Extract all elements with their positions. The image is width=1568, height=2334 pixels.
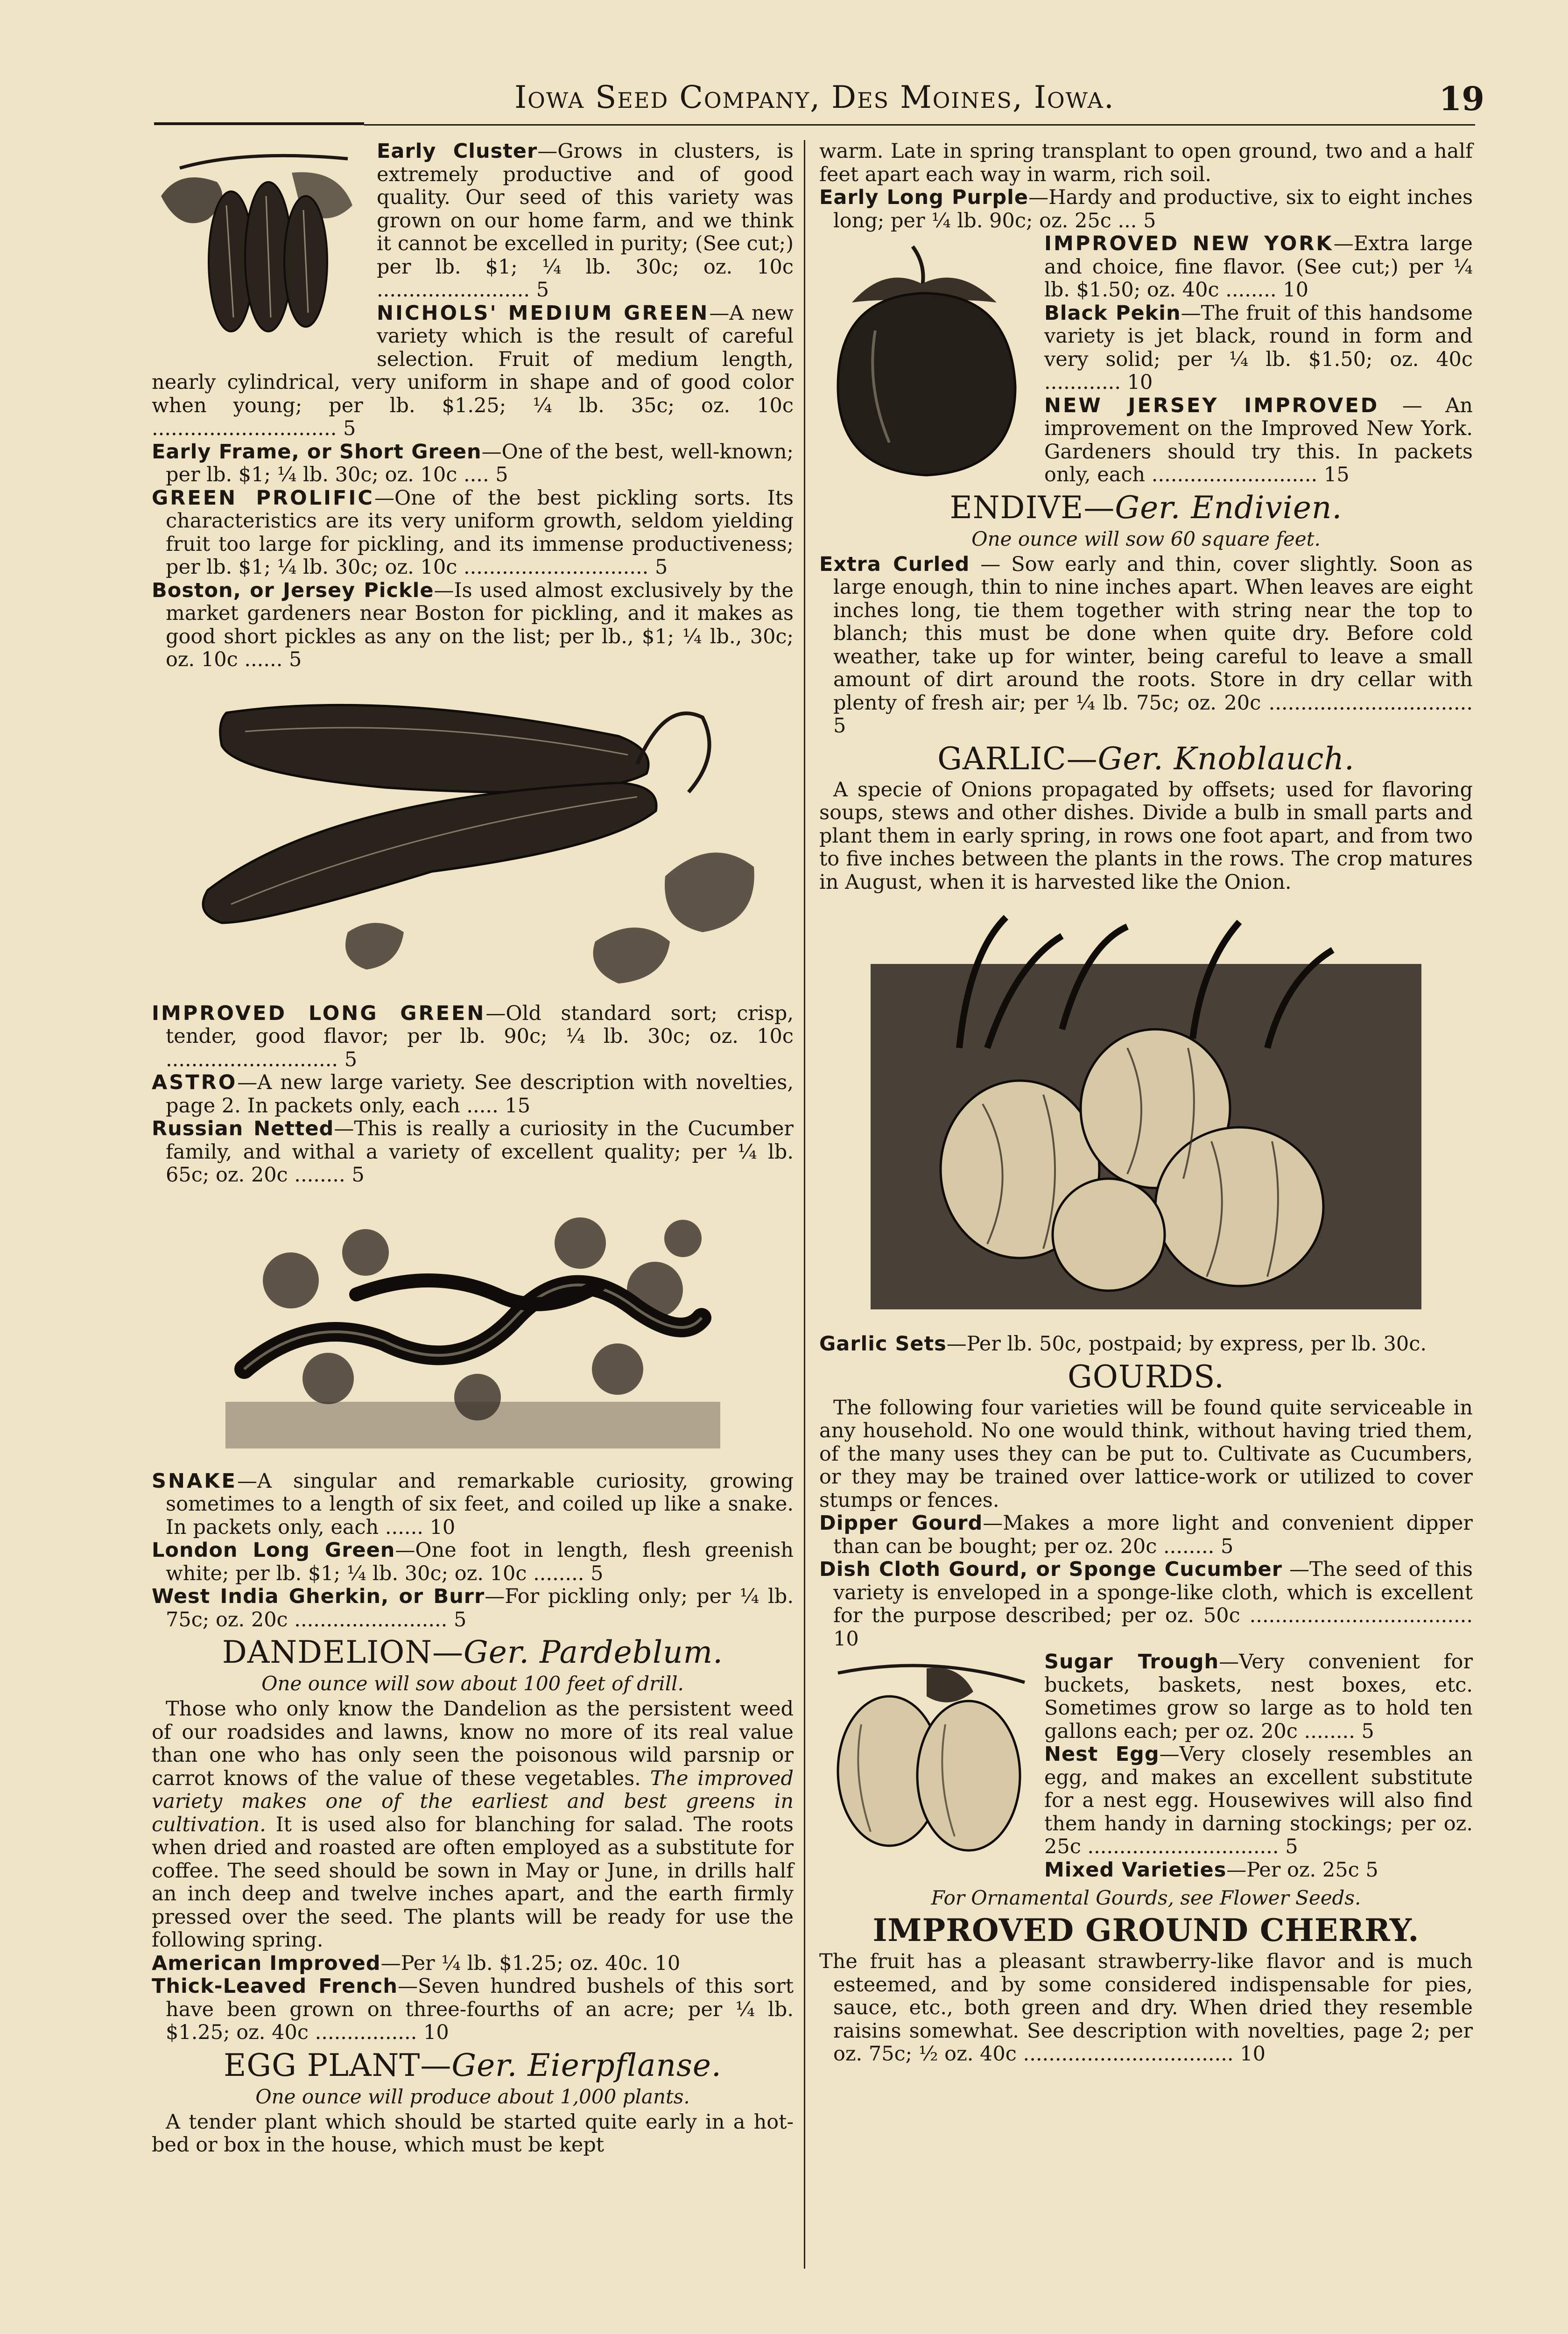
snake-cucumber-engraving [216, 1201, 730, 1462]
entry-nest-egg: Nest Egg—Very closely resembles an egg, and makes an excellent substitute for a nest egg. Housewives will also find them handy in darning stockings; per oz. 25c .............................. 5 [1044, 1743, 1473, 1858]
entry-name: Boston, or Jersey Pickle [152, 578, 434, 602]
entry-name: GREEN PROLIFIC [152, 486, 374, 510]
entry-name: Extra Curled [819, 552, 970, 576]
header-rule-thin [364, 124, 1475, 126]
entry-boston: Boston, or Jersey Pickle—Is used almost exclusively by the market gardeners near Boston for pickling, and it makes as good short pickles as any on the list; per lb., $1; ¼ lb., 30c; oz. 10c ...... 5 [152, 578, 794, 671]
gourds-description: The following four varieties will be found quite serviceable in any household. No one would think, without having tried them, of the many uses they can be put to. Cultivate as Cucumbers, or they may be trained over lattice-work or utilized to cover stumps or fences. [819, 1396, 1473, 1512]
entry-name: Thick-Leaved French [152, 1975, 398, 1998]
entry-green-prolific: GREEN PROLIFIC—One of the best pickling sorts. Its characteristics are its very uniform growth, seldom yielding fruit too large for pickling, and its immense productiveness; per lb. $1; ¼ lb. 30c; oz. 10c ............................. 5 [152, 486, 794, 579]
entry-sugar-trough: Sugar Trough—Very convenient for buckets, baskets, nest boxes, etc. Sometimes grow so large as to hold ten gallons each; per oz. 20c ........ 5 [1044, 1650, 1473, 1743]
entry-american-improved: American Improved—Per ¼ lb. $1.25; oz. 40c. 10 [152, 1951, 681, 1975]
entry-garlic-sets: Garlic Sets—Per lb. 50c, postpaid; by express, per lb. 30c. [819, 1332, 1427, 1356]
header-rule-thick [154, 122, 364, 125]
garlic-bulbs-engraving [866, 908, 1426, 1319]
section-garlic-title: GARLIC—Ger. Knoblauch. [937, 740, 1355, 777]
entry-black-pekin: Black Pekin—The fruit of this handsome variety is jet black, round in form and very solid; per ¼ lb. $1.50; oz. 40c ............ 10 [1044, 301, 1473, 394]
page-number: 19 [1439, 79, 1484, 118]
entry-extra-curled: Extra Curled — Sow early and thin, cover slightly. Soon as large enough, thin to nine inches apart. When leaves are eight inches long, tie them together with string near the top to blanch; this must be done when quite dry. Before cold weather, take up for winter, being careful to leave a small amount of dirt around the roots. Store in dry cellar with plenty of fresh air; per ¼ lb. 75c; oz. 20c ................................ 5 [819, 552, 1473, 738]
entry-early-cluster: Early Cluster—Grows in clusters, is extremely productive and of good quality. Our seed of this variety was grown on our home farm, and we think it cannot be excelled in purity; (See cut;) per lb. $1; ¼ lb. 30c; oz. 10c ........................ 5 [377, 140, 794, 302]
section-dandelion-subtitle: One ounce will sow about 100 feet of drill. [261, 1672, 684, 1695]
entry-name: Nest Egg [1044, 1743, 1160, 1766]
eggplant-description: A tender plant which should be started quite early in a hot-bed or box in the house, which must be kept [152, 2110, 794, 2157]
section-gourds-title: GOURDS. [1068, 1358, 1224, 1395]
entry-snake: SNAKE—A singular and remarkable curiosity, growing sometimes to a length of six feet, and coiled up like a snake. In packets only, each ...... 10 [152, 1469, 794, 1539]
entry-early-frame: Early Frame, or Short Green—One of the best, well-known; per lb. $1; ¼ lb. 30c; oz. 10c .... 5 [152, 440, 794, 486]
entry-mixed-varieties: Mixed Varieties—Per oz. 25c 5 [1044, 1858, 1378, 1882]
garlic-description: A specie of Onions propagated by offsets; used for flavoring soups, stews and other dishes. Divide a bulb in small parts and plant them in early spring, in rows one foot apart, and from two to five inches between the plants in the rows. The crop matures in August, when it is harvested like the Onion. [819, 778, 1473, 894]
eggplant-engraving [819, 237, 1034, 480]
entry-name: American Improved [152, 1951, 381, 1975]
entry-name: London Long Green [152, 1539, 395, 1562]
entry-name: NEW JERSEY IMPROVED [1044, 394, 1379, 417]
entry-name: Dish Cloth Gourd, or Sponge Cucumber [819, 1558, 1282, 1581]
entry-name: Early Cluster [377, 140, 538, 163]
entry-name: Russian Netted [152, 1117, 334, 1140]
entry-improved-new-york: IMPROVED NEW YORK—Extra large and choice, fine flavor. (See cut;) per ¼ lb. $1.50; oz. 40c ........ 10 [1044, 232, 1473, 302]
entry-dipper-gourd: Dipper Gourd—Makes a more light and convenient dipper than can be bought; per oz. 20c ........ 5 [819, 1511, 1473, 1558]
column-divider [804, 140, 805, 2269]
section-dandelion-title: DANDELION—Ger. Pardeblum. [222, 1634, 724, 1670]
entry-early-long-purple: Early Long Purple—Hardy and productive, six to eight inches long; per ¼ lb. 90c; oz. 25c ... 5 [819, 186, 1473, 232]
right-column [819, 140, 1473, 2066]
ground-cherry-description: The fruit has a pleasant strawberry-like flavor and is much esteemed, and by some considered indispensable for pies, sauce, etc., both green and dry. When dried they resemble raisins somewhat. See description with novelties, page 2; per oz. 75c; ½ oz. 40c ................................. 10 [819, 1950, 1473, 2066]
entry-improved-long-green: IMPROVED LONG GREEN—Old standard sort; crisp, tender, good flavor; per lb. 90c; ¼ lb. 30c; oz. 10c ........................... 5 [152, 1001, 794, 1071]
entry-nichols: NICHOLS' MEDIUM GREEN—A new variety which is the result of careful selection. Fruit of medium length, nearly cylindrical, very uniform in shape and of good color when young; per lb. $1.25; ¼ lb. 35c; oz. 10c ............................. 5 [152, 301, 794, 440]
entry-thick-leaved-french: Thick-Leaved French—Seven hundred bushels of this sort have been grown on three-fourths of an acre; per ¼ lb. $1.25; oz. 40c ................ 10 [152, 1975, 794, 2044]
entry-name: Sugar Trough [1044, 1650, 1219, 1673]
entry-name: Garlic Sets [819, 1332, 947, 1356]
entry-name: Dipper Gourd [819, 1511, 983, 1535]
entry-name: ASTRO [152, 1071, 238, 1094]
improved-long-green-cucumber-engraving [152, 680, 794, 998]
entry-name: Early Frame, or Short Green [152, 440, 482, 464]
entry-name: Mixed Varieties [1044, 1858, 1227, 1882]
eggplant-description-continued: warm. Late in spring transplant to open ground, two and a half feet apart each way in warm, rich soil. [819, 140, 1473, 186]
entry-name: SNAKE [152, 1469, 237, 1493]
ornamental-gourds-note: For Ornamental Gourds, see Flower Seeds. [931, 1886, 1361, 1909]
entry-london-long-green: London Long Green—One foot in length, flesh greenish white; per lb. $1; ¼ lb. 30c; oz. 10c ........ 5 [152, 1539, 794, 1585]
entry-name: Early Long Purple [819, 186, 1029, 209]
early-cluster-cucumber-engraving [152, 140, 366, 345]
entry-name: IMPROVED LONG GREEN [152, 1001, 486, 1025]
section-eggplant-subtitle: One ounce will produce about 1,000 plants. [255, 2085, 690, 2108]
entry-new-jersey-improved: NEW JERSEY IMPROVED — An improvement on the Improved New York. Gardeners should try this. In packets only, each .......................... 15 [1044, 394, 1473, 486]
entry-dish-cloth-gourd: Dish Cloth Gourd, or Sponge Cucumber —The seed of this variety is enveloped in a sponge-like cloth, which is excellent for the purpose described; per oz. 50c ................................... 10 [819, 1558, 1473, 1651]
entry-name: Black Pekin [1044, 301, 1181, 325]
section-ground-cherry-title: IMPROVED GROUND CHERRY. [872, 1912, 1420, 1948]
entry-west-india-gherkin: West India Gherkin, or Burr—For pickling only; per ¼ lb. 75c; oz. 20c ........................ 5 [152, 1585, 794, 1631]
entry-russian-netted: Russian Netted—This is really a curiosity in the Cucumber family, and withal a variety of excellent quality; per ¼ lb. 65c; oz. 20c ........ 5 [152, 1117, 794, 1187]
dandelion-description: Those who only know the Dandelion as the persistent weed of our roadsides and lawns, know no more of its real value than one who has only seen the poisonous wild parsnip or carrot knows of the value of these vegetables. The improved variety makes one of the earliest and best greens in cultivation. It is used also for blanching for salad. The roots when dried and roasted are often employed as a substitute for coffee. The seed should be sown in May or June, in drills half an inch deep and twelve inches apart, and the earth firmly pressed over the seed. The plants will be ready for use the following spring. [152, 1697, 794, 1952]
entry-name: IMPROVED NEW YORK [1044, 232, 1334, 255]
nest-egg-gourd-engraving [819, 1654, 1034, 1860]
entry-astro: ASTRO—A new large variety. See description with novelties, page 2. In packets only, each ..... 15 [152, 1071, 794, 1118]
section-eggplant-title: EGG PLANT—Ger. Eierpflanse. [224, 2047, 722, 2083]
section-endive-title: ENDIVE—Ger. Endivien. [949, 489, 1343, 526]
entry-name: NICHOLS' MEDIUM GREEN [377, 301, 710, 325]
entry-name: West India Gherkin, or Burr [152, 1585, 485, 1608]
page-title: Iowa Seed Company, Des Moines, Iowa. [514, 79, 1115, 115]
section-endive-subtitle: One ounce will sow 60 square feet. [971, 527, 1321, 550]
left-column [152, 140, 794, 2157]
